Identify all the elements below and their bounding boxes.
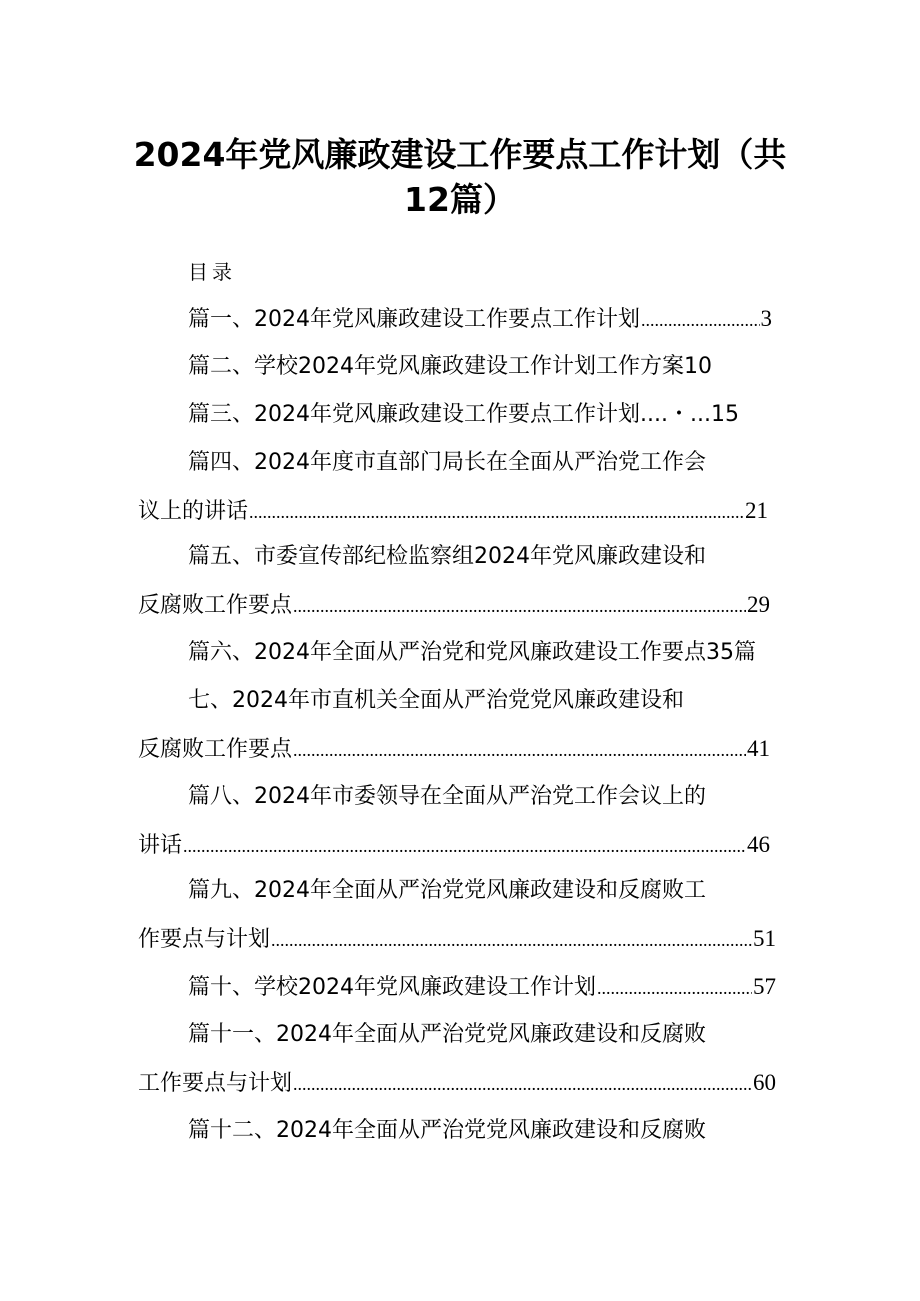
toc-entry-7-part1 (188, 686, 684, 716)
toc-heading: 目录 (188, 260, 236, 284)
toc-entry-text: 篇二、学校2024年党风廉政建设工作计划工作方案10 (188, 354, 712, 379)
toc-entry-text: 工作要点与计划 (138, 1071, 293, 1096)
toc-entry-text: 篇一、2024年党风廉政建设工作要点工作计划 (188, 307, 640, 332)
toc-entry-page: 51 (753, 926, 776, 951)
title-line-1: 2024年党风廉政建设工作要点工作计划（共 (133, 135, 787, 174)
toc-entry-text: 篇十一、2024年全面从严治党党风廉政建设和反腐败 (188, 1022, 706, 1047)
toc-entry-text: 篇六、2024年全面从严治党和党风廉政建设工作要点35篇 (188, 640, 756, 665)
toc-entry-page: 60 (753, 1070, 776, 1095)
toc-entry-page: 57 (753, 974, 776, 999)
toc-leader-dots (293, 1069, 752, 1099)
toc-entry-text: 篇八、2024年市委领导在全面从严治党工作会议上的 (188, 784, 706, 809)
toc-entry-text: 反腐败工作要点 (138, 737, 293, 762)
toc-leader-dots (293, 591, 746, 621)
toc-entry-page: 29 (747, 592, 770, 617)
toc-leader-dots (597, 973, 752, 1003)
toc-leader-dots (183, 831, 746, 861)
toc-entry-6 (188, 638, 756, 668)
toc-entry-text: 篇十、学校2024年党风廉政建设工作计划 (188, 975, 596, 1000)
toc-entry-11-part2 (138, 1068, 776, 1098)
title-line-2: 12篇） (404, 180, 516, 219)
toc-entry-4-part1 (188, 448, 706, 478)
toc-entry-text: 作要点与计划 (138, 927, 271, 952)
toc-leader-dots (641, 305, 760, 335)
toc-entry-text: 篇九、2024年全面从严治党党风廉政建设和反腐败工 (188, 878, 706, 903)
toc-entry-9-part2 (138, 924, 776, 954)
toc-entry-page: 41 (747, 736, 770, 761)
toc-entry-12-part1 (188, 1116, 706, 1146)
toc-entry-text: 篇五、市委宣传部纪检监察组2024年党风廉政建设和 (188, 544, 706, 569)
toc-leader-dots (293, 735, 746, 765)
toc-entry-text: 反腐败工作要点 (138, 593, 293, 618)
toc-entry-3 (188, 400, 739, 430)
toc-entry-page: 3 (760, 306, 772, 331)
toc-entry-7-part2 (138, 734, 770, 764)
toc-entry-text: 讲话 (138, 833, 183, 858)
toc-entry-text: 七、2024年市直机关全面从严治党党风廉政建设和 (188, 688, 684, 713)
toc-entry-9-part1 (188, 876, 706, 906)
document-title (120, 132, 800, 222)
toc-entry-text: 议上的讲话 (138, 499, 249, 524)
toc-leader-dots (271, 925, 752, 955)
toc-entry-page: 21 (745, 498, 768, 523)
toc-entry-text: 篇十二、2024年全面从严治党党风廉政建设和反腐败 (188, 1118, 706, 1143)
toc-entry-text: 篇四、2024年度市直部门局长在全面从严治党工作会 (188, 450, 706, 475)
toc-entry-5-part2 (138, 590, 770, 620)
toc-entry-page: 46 (747, 832, 770, 857)
toc-leader-dots (249, 497, 744, 527)
toc-entry-4-part2 (138, 496, 768, 526)
toc-entry-8-part1 (188, 782, 706, 812)
toc-entry-text: 篇三、2024年党风廉政建设工作要点工作计划....・...15 (188, 402, 739, 427)
toc-entry-5-part1 (188, 542, 706, 572)
toc-entry-10 (188, 972, 776, 1002)
toc-entry-8-part2 (138, 830, 770, 860)
toc-entry-2 (188, 352, 712, 382)
toc-entry-1 (188, 304, 772, 334)
toc-entry-11-part1 (188, 1020, 706, 1050)
